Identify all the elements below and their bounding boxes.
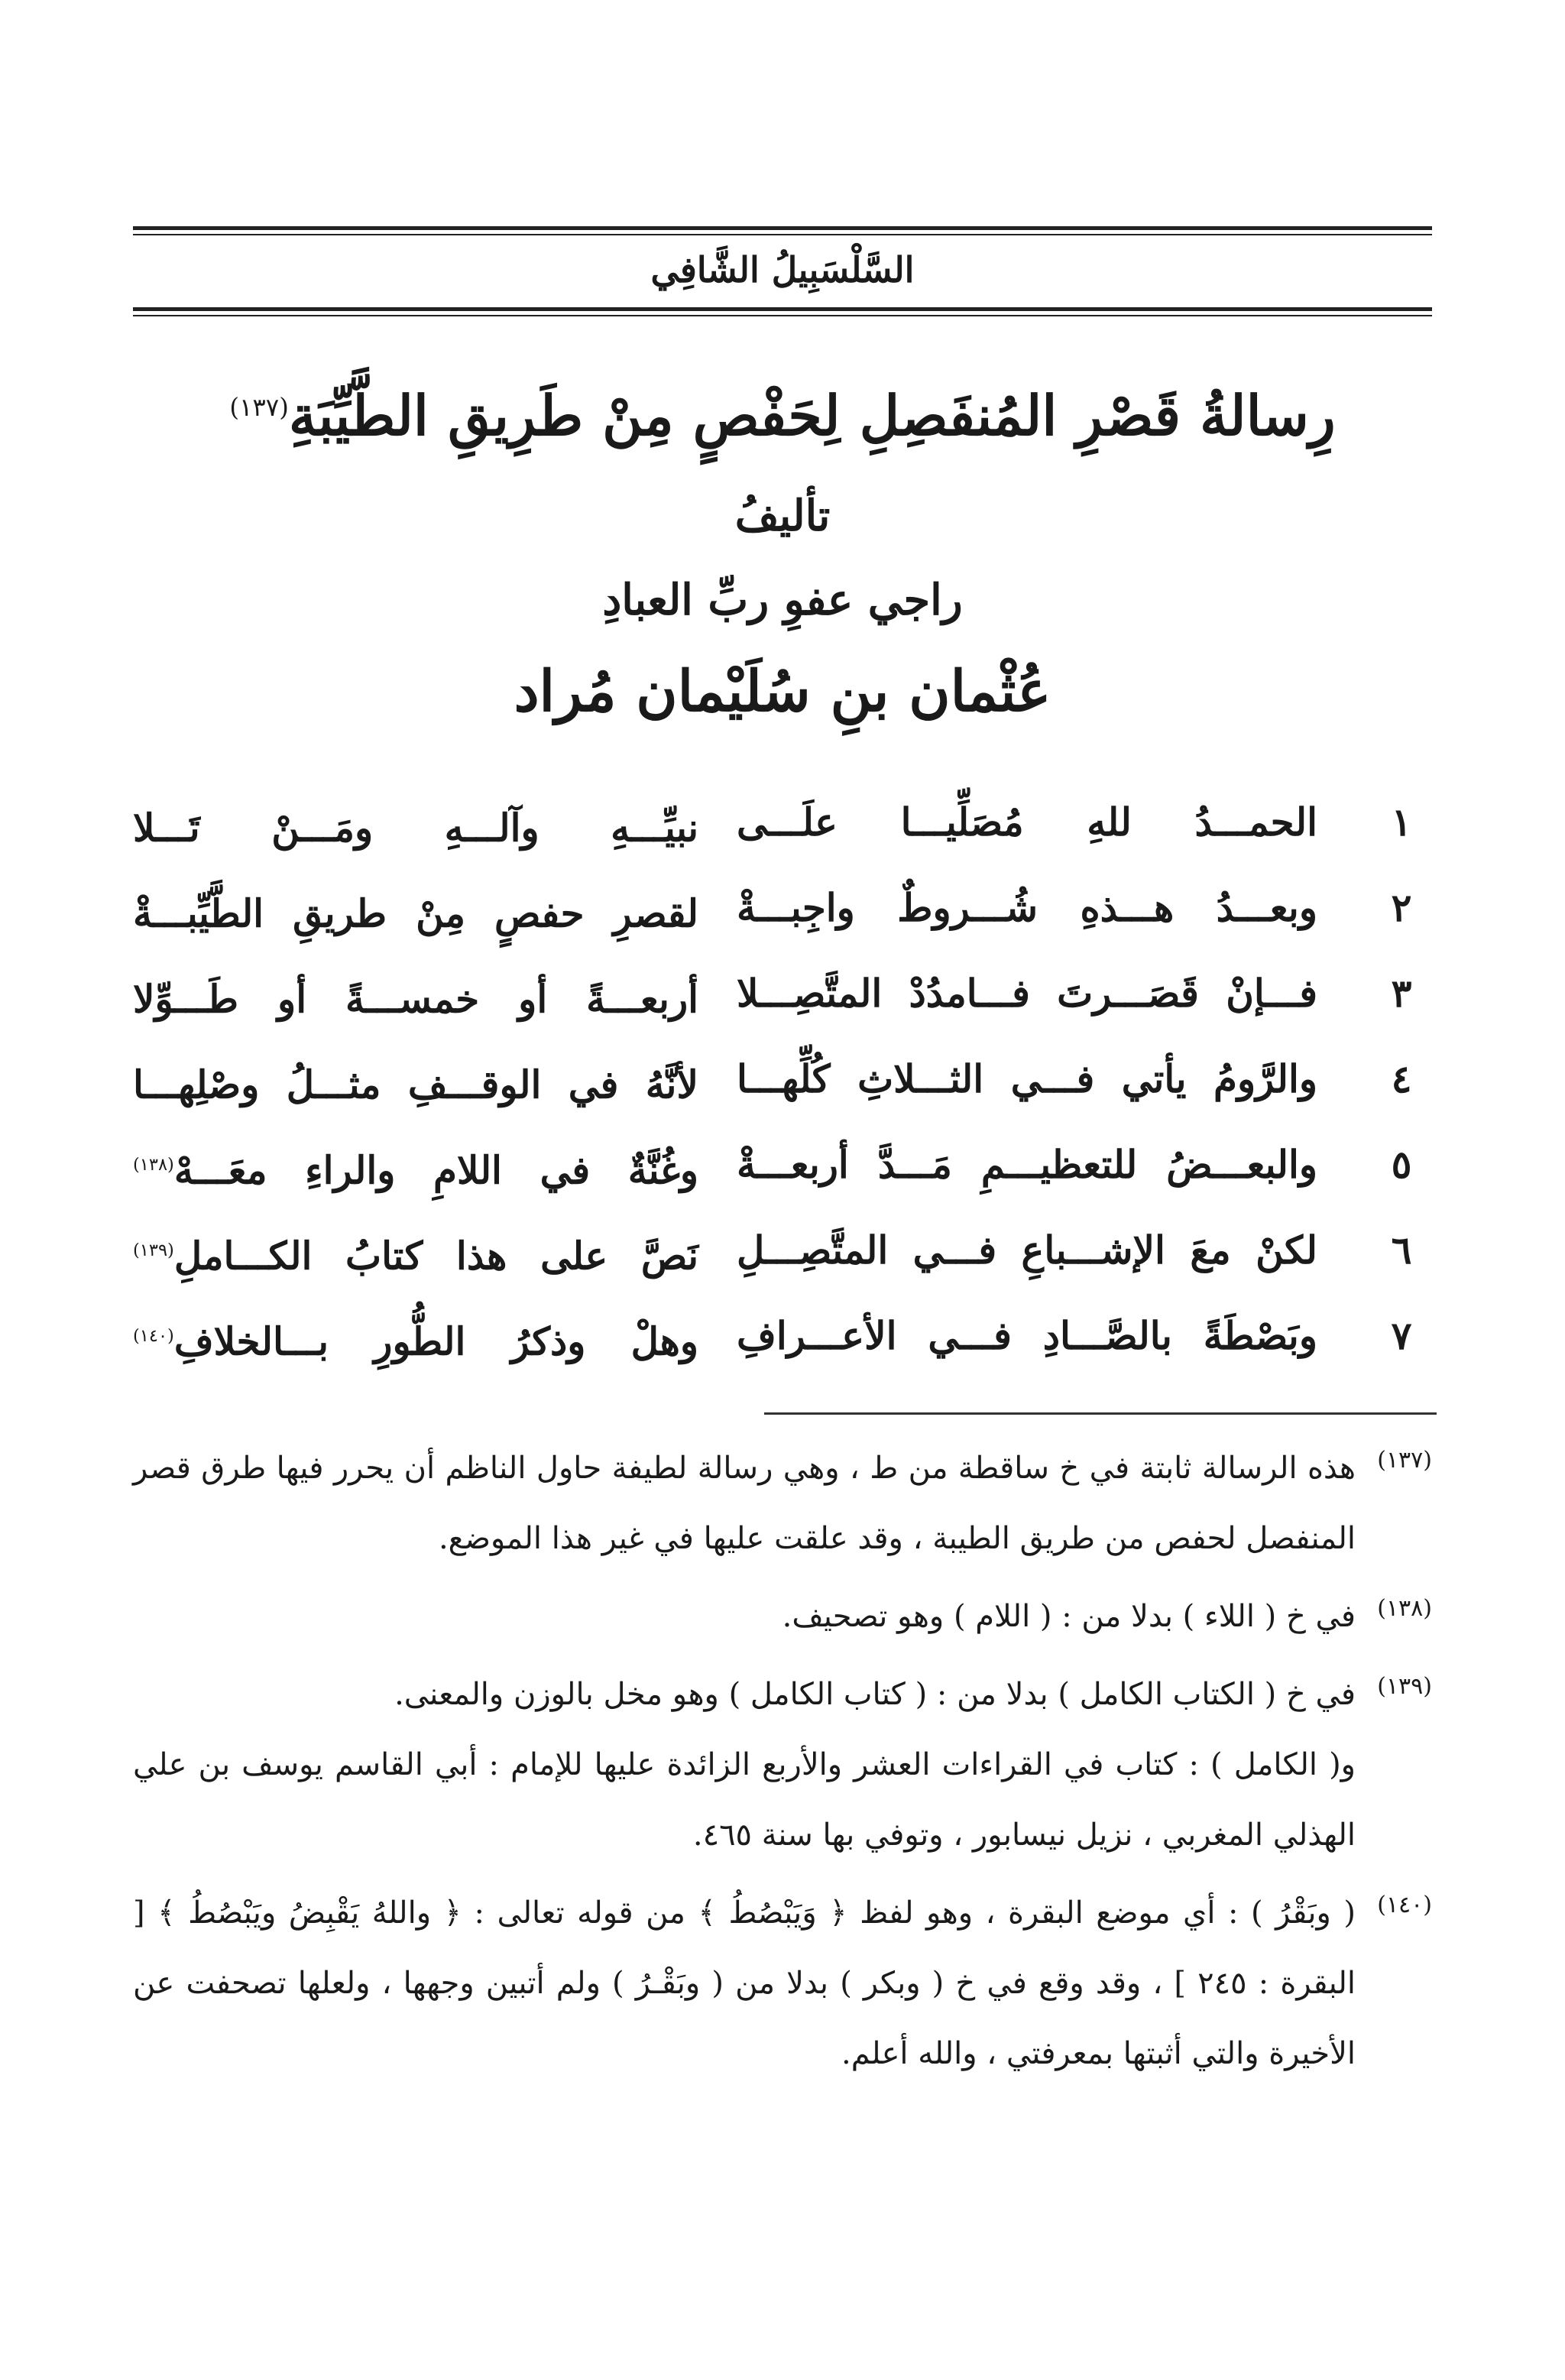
header-rule-bottom [133, 307, 1432, 311]
verse-second-hemistich-text: لأنَّهُ في الوقـــفِ مثـــلُ وصْلِهـــا [133, 1062, 698, 1107]
authorship-label: تأليفُ [734, 491, 831, 541]
verse-row [133, 951, 1432, 1036]
footnote-text: و( الكامل ) : كتاب في القراءات العشر والأربع الزائدة عليها للإمام : أبي القاسم يوسف بن علي الهذلي المغربي ، نزيل نيسابور ، وتوفي بها سنة ٤٦٥. [133, 1747, 1356, 1853]
verse-second-hemistich [133, 780, 698, 871]
verse-second-hemistich [133, 865, 698, 957]
verse-number: ١ [1391, 799, 1412, 845]
verse-second-hemistich [133, 1293, 698, 1385]
header-rule-top-thin [133, 234, 1432, 235]
verse-footnote-ref: (١٤٠) [133, 1326, 174, 1346]
verse-row [133, 780, 1432, 865]
verse-first-hemistich: والرَّومُ يأتي فـــي الثـــلاثِ كُلِّهـــا [737, 1056, 1317, 1101]
verse-footnote-ref: (١٣٩) [133, 1240, 174, 1260]
verse-row [133, 1122, 1432, 1208]
header-rule-bottom-thin [133, 315, 1432, 316]
footnote-number: (١٣٩) [1377, 1673, 1432, 1700]
treatise-title-text: رِسالةُ قَصْرِ المُنفَصِلِ لِحَفْصٍ مِنْ طَرِيقِ الطَّيِّبَةِ [288, 383, 1336, 448]
verse-second-hemistich [133, 951, 698, 1042]
verse-number: ٢ [1391, 885, 1412, 930]
footnote-number: (١٤٠) [1377, 1892, 1432, 1918]
footnotes-section [133, 1433, 1432, 2096]
footnote [133, 1878, 1432, 2089]
verse-second-hemistich [133, 1208, 698, 1299]
header-rule-top [133, 226, 1432, 230]
verse-second-hemistich [133, 1036, 698, 1128]
verse-second-hemistich-text: نبيِّـــهِ وآلـــهِ ومَـــنْ تَـــلا [133, 805, 698, 851]
verse-second-hemistich-text: وغُنَّةٌ في اللامِ والراءِ معَـــهْ [173, 1147, 698, 1193]
verse-number: ٥ [1391, 1142, 1412, 1187]
footnote [133, 1433, 1432, 1574]
verse-footnote-ref: (١٣٨) [133, 1155, 174, 1175]
footnote-text: في خ ( اللاء ) بدلا من : ( اللام ) وهو تصحيف. [782, 1599, 1356, 1634]
footnote [133, 1659, 1432, 1870]
treatise-title [133, 365, 1432, 458]
footnote [133, 1581, 1432, 1652]
author-name: عُثْمان بنِ سُلَيْمان مُراد [514, 659, 1051, 725]
verse-first-hemistich: وبَصْطَةً بالصَّـــادِ فـــي الأعـــرافِ [737, 1313, 1317, 1358]
verse-second-hemistich-text: أربعـــةً أو خمســـةً أو طَـــوِّلا [133, 976, 698, 1022]
verse-number: ٣ [1391, 971, 1412, 1016]
verse-first-hemistich: لكنْ معَ الإشـــباعِ فـــي المتَّصِـــلِ [737, 1227, 1317, 1273]
footnote-separator [764, 1412, 1437, 1415]
verse-row [133, 1036, 1432, 1122]
footnote-text: هذه الرسالة ثابتة في خ ساقطة من ط ، وهي رسالة لطيفة حاول الناظم أن يحرر فيها طرق قصر المنفصل لحفص من طريق الطيبة ، وقد علقت عليها في غير هذا الموضع. [133, 1451, 1356, 1556]
poem-verses [133, 780, 1432, 1379]
verse-first-hemistich: فـــإنْ قَصَـــرتَ فـــامدُدْ المتَّصِـــلا [737, 971, 1317, 1016]
footnote-number: (١٣٧) [1377, 1447, 1432, 1474]
verse-first-hemistich: والبعـــضُ للتعظيـــمِ مَـــدَّ أربعـــةْ [737, 1142, 1317, 1187]
footnote-text: في خ ( الكتاب الكامل ) بدلا من : ( كتاب الكامل ) وهو مخل بالوزن والمعنى. [394, 1677, 1356, 1712]
verse-number: ٤ [1391, 1056, 1412, 1101]
verse-second-hemistich-text: لقصرِ حفصٍ مِنْ طريقِ الطَّيِّبـــةْ [133, 890, 698, 936]
verse-second-hemistich-text: وهلْ وذكرُ الطُّورِ بـــالخلافِ [173, 1318, 698, 1364]
verse-first-hemistich: الحمـــدُ للهِ مُصَلِّيـــا علَـــى [737, 799, 1317, 845]
verse-row [133, 1293, 1432, 1379]
footnote-text: ( وبَقْرُ ) : أي موضع البقرة ، وهو لفظ ﴿ وَيَبْصُطُ ﴾ من قوله تعالى : ﴿ واللهُ يَقْبِضُ ويَبْصُطُ ﴾ [ البقرة : ٢٤٥ ] ، وقد وقع في خ ( وبكر ) بدلا من ( وبَقْـرُ ) ولم أتبين وجهها ، ولعلها تصحفت عن الأخيرة والتي أثبتها بمعرفتي ، والله أعلم. [133, 1895, 1356, 2071]
running-header-title: السَّلْسَبِيلُ الشَّافِي [650, 249, 915, 290]
verse-second-hemistich-text: نَصَّ على هذا كتابُ الكـــاملِ [173, 1233, 698, 1279]
verse-number: ٧ [1391, 1313, 1412, 1358]
verse-first-hemistich: وبعـــدُ هـــذهِ شُـــروطٌ واجِبـــةْ [737, 885, 1317, 930]
verse-second-hemistich [133, 1122, 698, 1214]
verse-number: ٦ [1391, 1227, 1412, 1273]
verse-row [133, 1208, 1432, 1293]
author-epithet: راجي عفوِ ربِّ العبادِ [602, 575, 963, 625]
footnote-number: (١٣٨) [1377, 1595, 1432, 1622]
verse-row [133, 865, 1432, 951]
title-footnote-ref: (١٣٧) [229, 393, 289, 422]
